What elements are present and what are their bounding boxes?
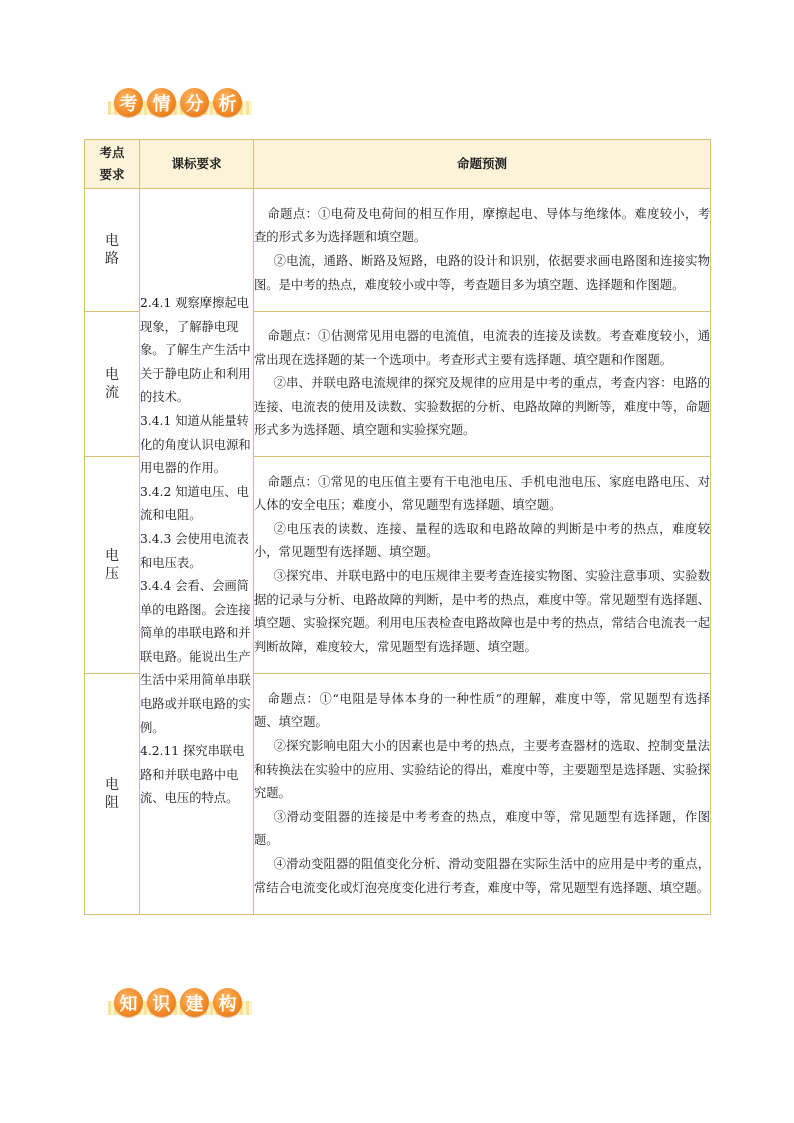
prediction-paragraph: ③探究串、并联电路中的电压规律主要考查连接实物图、实验注意事项、实验数据的记录与分析、电路故障的判断，是中考的热点，难度中等。常见题型有选择题、填空题、实验探究题。利用电压表检查电路故障也是中考的热点，常结合电流表一起判断故障，难度较大，常见题型有选择题、填空题。 <box>254 569 710 654</box>
requirement-item: 3.4.2 知道电压、电流和电阻。 <box>140 484 249 523</box>
topic-line1: 电 <box>105 233 119 249</box>
banner-char: 考 <box>114 88 143 117</box>
banner-char: 建 <box>180 988 209 1017</box>
prediction-paragraph: ②电压表的读数、连接、量程的选取和电路故障的判断是中考的热点，难度较小，常见题型有选择题、填空题。 <box>254 521 710 560</box>
table-row-circuit <box>85 189 711 312</box>
prediction-paragraph: 命题点：①常见的电压值主要有干电池电压、手机电池电压、家庭电路电压、对人体的安全电压；难度小，常见题型有选择题、填空题。 <box>254 474 710 513</box>
header-prediction: 命题预测 <box>254 140 711 189</box>
prediction-cell <box>254 312 711 457</box>
requirement-cell <box>140 189 254 915</box>
banner-char: 构 <box>213 988 242 1017</box>
banner-char: 情 <box>147 88 176 117</box>
banner-char: 分 <box>180 88 209 117</box>
topic-line2: 流 <box>105 385 119 401</box>
table-header-row <box>85 140 711 189</box>
section-banner-exam-analysis <box>114 88 246 117</box>
topic-cell <box>85 312 140 457</box>
prediction-paragraph: ②电流，通路、断路及短路，电路的设计和识别，依据要求画电路图和连接实物图。是中考的热点，难度较小或中等，考查题目多为填空题、选择题和作图题。 <box>254 254 710 292</box>
topic-line1: 电 <box>105 548 119 564</box>
requirement-item: 3.4.4 会看、会画简单的电路图。会连接简单的串联电路和并联电路。能说出生产生活中采用简单串联电路或并联电路的实例。 <box>140 579 251 735</box>
requirement-item: 4.2.11 探究串联电路和并联电路中电流、电压的特点。 <box>140 744 245 806</box>
header-requirement: 课标要求 <box>140 140 254 189</box>
banner-char: 识 <box>147 988 176 1017</box>
requirement-item: 3.4.3 会使用电流表和电压表。 <box>140 531 249 570</box>
prediction-cell <box>254 674 711 915</box>
prediction-paragraph: 命题点：①估测常见用电器的电流值，电流表的连接及读数。考查难度较小，通常出现在选择题的某一个选项中。考查形式主要有选择题、填空题和作图题。 <box>254 329 710 367</box>
exam-analysis-table <box>84 139 711 915</box>
section-banner-knowledge-construction <box>114 988 246 1017</box>
topic-line1: 电 <box>105 367 119 383</box>
topic-line2: 阻 <box>105 795 119 811</box>
topic-cell <box>85 674 140 915</box>
topic-line2: 路 <box>105 251 119 267</box>
prediction-paragraph: ②串、并联电路电流规律的探究及规律的应用是中考的重点，考查内容：电路的连接、电流表的使用及读数、实验数据的分析、电路故障的判断等，难度中等，命题形式多为选择题、填空题和实验探究题。 <box>254 376 710 438</box>
header-topic-line1: 考点 <box>99 145 125 160</box>
topic-line1: 电 <box>105 777 119 793</box>
topic-cell <box>85 457 140 674</box>
topic-line2: 压 <box>105 566 119 582</box>
prediction-cell <box>254 457 711 674</box>
prediction-paragraph: 命题点：①“电阻是导体本身的一种性质”的理解，难度中等，常见题型有选择题、填空题。 <box>254 691 710 730</box>
banner-char: 知 <box>114 988 143 1017</box>
topic-cell <box>85 189 140 312</box>
requirement-item: 2.4.1 观察摩擦起电现象，了解静电现象。了解生产生活中关于静电防止和利用的技术。 <box>140 295 251 405</box>
header-topic-line2: 要求 <box>99 167 125 182</box>
header-topic <box>85 140 140 189</box>
requirement-item: 3.4.1 知道从能量转化的角度认识电源和用电器的作用。 <box>140 413 251 476</box>
prediction-paragraph: 命题点：①电荷及电荷间的相互作用，摩擦起电、导体与绝缘体。难度较小，考查的形式多为选择题和填空题。 <box>254 206 710 245</box>
banner-char: 析 <box>213 88 242 117</box>
prediction-paragraph: ④滑动变阻器的阻值变化分析、滑动变阻器在实际生活中的应用是中考的重点，常结合电流变化或灯泡亮度变化进行考查，难度中等，常见题型有选择题、填空题。 <box>254 856 710 895</box>
prediction-cell <box>254 189 711 312</box>
prediction-paragraph: ③滑动变阻器的连接是中考考查的热点，难度中等，常见题型有选择题，作图题。 <box>254 809 710 848</box>
prediction-paragraph: ②探究影响电阻大小的因素也是中考的热点，主要考查器材的选取、控制变量法和转换法在实验中的应用、实验结论的得出，难度中等，主要题型是选择题、实验探究题。 <box>254 739 710 801</box>
